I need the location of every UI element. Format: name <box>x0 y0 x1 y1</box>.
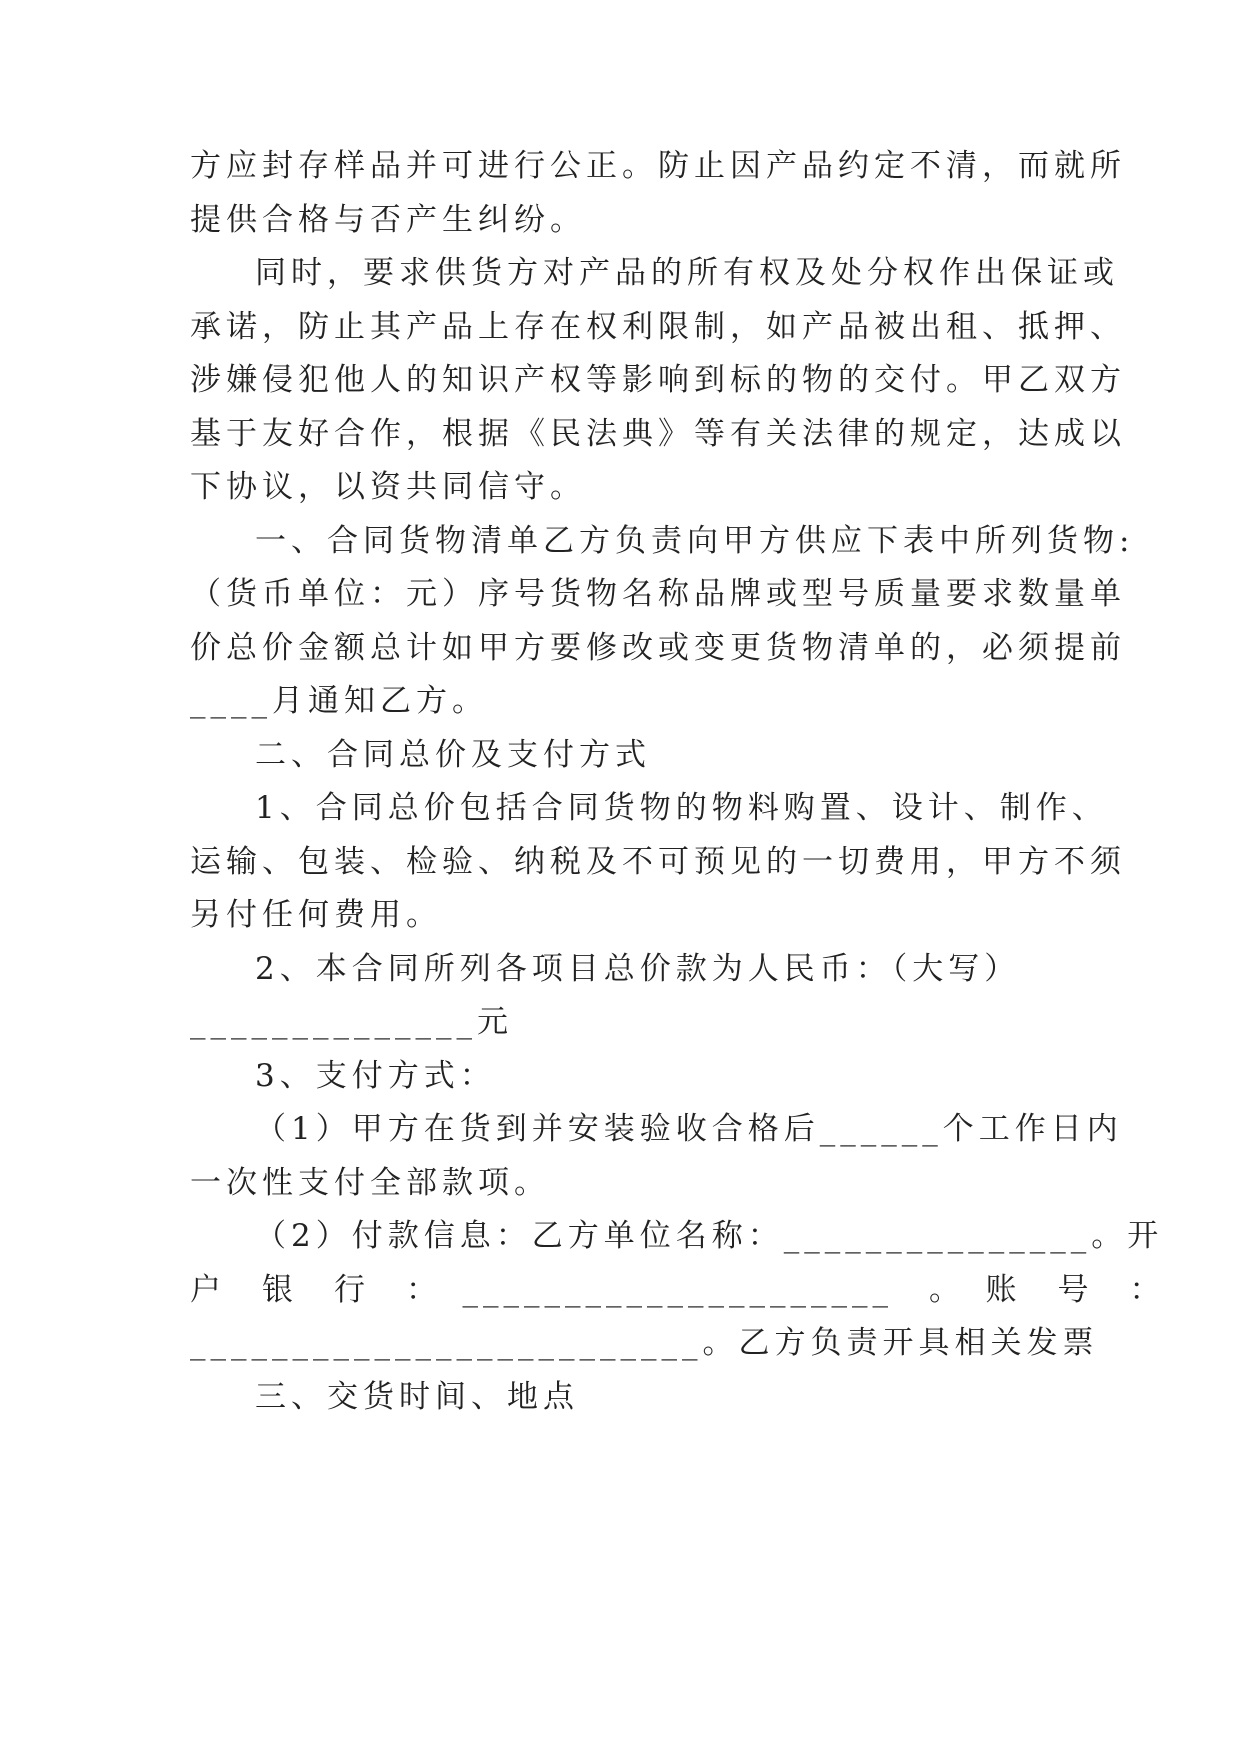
bank-account-line: 户 银 行 ： _____________________ 。 账 号 ： <box>190 1272 1166 1308</box>
text-line: 提供合格与否产生纠纷。 <box>190 202 586 238</box>
paragraph-start-line: 同时，要求供货方对产品的所有权及处分权作出保证或 <box>255 255 1119 291</box>
text-line: 运输、包装、检验、纳税及不可预见的一切费用，甲方不须 <box>190 844 1126 880</box>
clause-1: 1、合同总价包括合同货物的物料购置、设计、制作、 <box>255 790 1108 826</box>
text-line: 价总价金额总计如甲方要修改或变更货物清单的，必须提前 <box>190 630 1126 666</box>
section-heading-3: 三、交货时间、地点 <box>255 1379 579 1415</box>
payment-item-1: （1）甲方在货到并安装验收合格后______个工作日内 <box>255 1111 1123 1147</box>
text-line: 承诺，防止其产品上存在权利限制，如产品被出租、抵押、 <box>190 309 1126 345</box>
section-heading-2: 二、合同总价及支付方式 <box>255 737 651 773</box>
text-line: 下协议，以资共同信守。 <box>190 469 586 505</box>
section-heading-1: 一、合同货物清单乙方负责向甲方供应下表中所列货物: <box>255 523 1135 559</box>
clause-3: 3、支付方式： <box>255 1058 496 1094</box>
text-line: 基于友好合作，根据《民法典》等有关法律的规定，达成以 <box>190 416 1126 452</box>
text-line: 一次性支付全部款项。 <box>190 1165 550 1201</box>
text-line: 另付任何费用。 <box>190 897 442 933</box>
text-line: 涉嫌侵犯他人的知识产权等影响到标的物的交付。甲乙双方 <box>190 362 1126 398</box>
clause-2: 2、本合同所列各项目总价款为人民币：（大写） <box>255 951 1021 987</box>
text-line: ____月通知乙方。 <box>190 683 488 719</box>
text-line: 方应封存样品并可进行公正。防止因产品约定不清，而就所 <box>190 148 1126 184</box>
payment-item-2: （2）付款信息：乙方单位名称：_______________。开 <box>255 1218 1164 1254</box>
text-line: （货币单位：元）序号货物名称品牌或型号质量要求数量单 <box>190 576 1126 612</box>
amount-blank-line: ______________元 <box>190 1004 513 1040</box>
invoice-line: _________________________。乙方负责开具相关发票 <box>190 1325 1099 1361</box>
